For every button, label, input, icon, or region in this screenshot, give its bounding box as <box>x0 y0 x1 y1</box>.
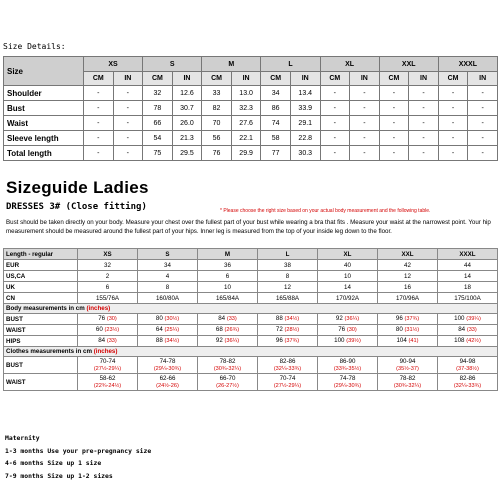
inch-value: (41) <box>408 338 419 344</box>
sizeguide-description: Bust should be taken directly on your body. Measure your chest over the fullest part of your bust while wearing a bra that fits . Measure your waist at the narrowest point. Your hip measurement should be measured around the fullest part of your hips. Inner leg is measured from the top of your inside leg down to the floor. <box>6 219 491 235</box>
unit-header-cell: CM <box>379 72 409 86</box>
cm-value: 84 <box>458 326 466 333</box>
measure-cell <box>78 357 138 374</box>
table-cell: - <box>113 146 143 161</box>
cm-value: 82-86 <box>279 357 296 365</box>
cm-value: 74-78 <box>159 357 176 365</box>
table-cell: 26.0 <box>172 116 202 131</box>
inch-value: (22¾-24½) <box>93 382 122 389</box>
table-cell: 18 <box>438 282 498 293</box>
row-label: CN <box>4 293 78 304</box>
table-cell: - <box>350 131 380 146</box>
table-cell: - <box>320 86 350 101</box>
table-cell: - <box>350 86 380 101</box>
body-section-row <box>4 304 498 314</box>
sizeguide-subtitle: DRESSES 3# (Close fitting) <box>6 202 147 212</box>
table-cell: 12.6 <box>172 86 202 101</box>
measure-cell <box>78 314 138 325</box>
cm-value: 80 <box>155 315 163 322</box>
unit-header-cell: IN <box>409 72 439 86</box>
table-cell: - <box>468 116 498 131</box>
table-cell: 82 <box>202 101 232 116</box>
inch-value: (36¼) <box>224 338 240 344</box>
table-cell: 36 <box>198 260 258 271</box>
measure-cell <box>438 357 498 374</box>
table-cell: - <box>320 146 350 161</box>
inch-value: (32¼-33¾) <box>453 382 482 389</box>
table-row <box>4 374 498 391</box>
sizeguide-title: Sizeguide Ladies <box>6 178 149 197</box>
table-cell: - <box>84 116 114 131</box>
table-row <box>4 271 498 282</box>
table-cell: - <box>438 116 468 131</box>
body-section-row-cell <box>4 304 498 314</box>
cm-value: 64 <box>155 326 163 333</box>
inch-value: (33¾-35½) <box>333 365 362 372</box>
measure-cell <box>198 336 258 347</box>
inch-value: (35½-37) <box>396 365 419 372</box>
measure-cell <box>438 325 498 336</box>
inch-value: (39¼) <box>466 316 481 322</box>
table-cell: - <box>468 86 498 101</box>
size-header-cell: L <box>258 249 318 260</box>
cm-value: 88 <box>155 337 163 344</box>
inch-value: (39½) <box>346 338 361 344</box>
table-cell: - <box>350 116 380 131</box>
table-cell: - <box>438 86 468 101</box>
size-header-row <box>4 249 498 260</box>
table-row <box>4 260 498 271</box>
unit-header-cell: CM <box>261 72 291 86</box>
table-cell: - <box>409 101 439 116</box>
table-cell: 6 <box>198 271 258 282</box>
inch-value: (30) <box>346 327 357 333</box>
table-cell: 33 <box>202 86 232 101</box>
table-cell: 170/92A <box>318 293 378 304</box>
inch-value: (37¾) <box>404 316 420 322</box>
table-cell: 29.1 <box>290 116 320 131</box>
table-row <box>4 131 498 146</box>
row-label: Shoulder <box>4 86 84 101</box>
row-label: Sleeve length <box>4 131 84 146</box>
table-cell: 29.9 <box>231 146 261 161</box>
table-cell: 170/96A <box>378 293 438 304</box>
sizeguide-note: * Please choose the right size based on your actual body measurement and the following table. <box>220 208 431 214</box>
size-header-cell: XXL <box>378 249 438 260</box>
table-cell: 58 <box>261 131 291 146</box>
inch-value: (27½-29¼) <box>273 382 302 389</box>
inch-value: (34½) <box>164 338 180 344</box>
inch-value: (31½) <box>404 327 420 333</box>
table-cell: - <box>84 146 114 161</box>
table-row <box>4 336 498 347</box>
table-cell: 74 <box>261 116 291 131</box>
table-row <box>4 314 498 325</box>
size-header-cell: S <box>138 249 198 260</box>
size-col-xxl: XXL <box>379 57 438 72</box>
measure-cell <box>138 336 198 347</box>
table-cell: 16 <box>378 282 438 293</box>
measure-cell <box>78 336 138 347</box>
measure-cell <box>198 325 258 336</box>
measure-cell <box>198 374 258 391</box>
table-row <box>4 325 498 336</box>
maternity-line: 1-3 months Use your pre-pregnancy size <box>5 446 152 455</box>
size-details-body <box>4 86 498 161</box>
inch-value: (25¼) <box>164 327 180 333</box>
inch-value: (37¾) <box>284 338 300 344</box>
cm-value: 68 <box>215 326 223 333</box>
cm-value: 60 <box>95 326 103 333</box>
table-cell: 78 <box>143 101 173 116</box>
cm-value: 96 <box>395 315 403 322</box>
table-row <box>4 357 498 374</box>
table-cell: 165/88A <box>258 293 318 304</box>
size-header-row <box>4 57 498 72</box>
measure-cell <box>438 314 498 325</box>
table-row <box>4 116 498 131</box>
cm-value: 78-82 <box>399 374 416 382</box>
unit-header-cell: IN <box>113 72 143 86</box>
measure-cell <box>318 314 378 325</box>
cm-value: 88 <box>275 315 283 322</box>
sizeguide-table <box>3 248 498 391</box>
measure-cell <box>378 325 438 336</box>
table-cell: 27.6 <box>231 116 261 131</box>
table-cell: 14 <box>438 271 498 282</box>
cm-value: 62-66 <box>159 374 176 382</box>
sizeguide-table-body <box>4 249 498 391</box>
cm-value: 100 <box>334 337 345 344</box>
size-header-cell: Size <box>4 57 84 86</box>
cm-value: 70-74 <box>99 357 116 365</box>
row-label: HIPS <box>4 336 78 347</box>
table-cell: 4 <box>138 271 198 282</box>
measure-cell <box>378 336 438 347</box>
table-cell: - <box>438 101 468 116</box>
size-header-cell: M <box>198 249 258 260</box>
table-row <box>4 146 498 161</box>
row-label: Waist <box>4 116 84 131</box>
table-cell: 86 <box>261 101 291 116</box>
cm-value: 84 <box>98 337 106 344</box>
cm-value: 82-86 <box>459 374 476 382</box>
table-cell: - <box>84 131 114 146</box>
table-row <box>4 101 498 116</box>
table-cell: 38 <box>258 260 318 271</box>
measure-cell <box>258 374 318 391</box>
unit-header-cell: IN <box>231 72 261 86</box>
unit-header-cell: IN <box>350 72 380 86</box>
table-cell: 44 <box>438 260 498 271</box>
maternity-title: Maternity <box>5 434 40 442</box>
table-cell: 77 <box>261 146 291 161</box>
cm-value: 92 <box>215 337 223 344</box>
table-cell: - <box>438 131 468 146</box>
measure-cell <box>258 325 318 336</box>
size-details-table <box>3 56 498 161</box>
unit-header-cell: CM <box>84 72 114 86</box>
size-header-cell: XS <box>78 249 138 260</box>
measure-cell <box>138 357 198 374</box>
section-label: Clothes measurements in cm <box>6 348 92 355</box>
cm-value: 96 <box>275 337 283 344</box>
table-cell: 40 <box>318 260 378 271</box>
inch-value: (37-38½) <box>456 365 479 372</box>
table-cell: - <box>350 146 380 161</box>
table-cell: 10 <box>318 271 378 282</box>
inch-value: (33) <box>226 316 237 322</box>
table-cell: - <box>320 116 350 131</box>
table-cell: - <box>379 146 409 161</box>
table-cell: - <box>379 116 409 131</box>
table-cell: - <box>320 131 350 146</box>
cm-value: 58-62 <box>99 374 116 382</box>
table-cell: 10 <box>198 282 258 293</box>
cm-value: 70-74 <box>279 374 296 382</box>
size-col-m: M <box>202 57 261 72</box>
unit-header-cell: CM <box>202 72 232 86</box>
table-cell: 30.3 <box>290 146 320 161</box>
inch-value: (26¾) <box>224 327 240 333</box>
cm-value: 104 <box>396 337 407 344</box>
table-cell: 34 <box>261 86 291 101</box>
measure-cell <box>198 314 258 325</box>
row-label: BUST <box>4 357 78 374</box>
inch-value: (32¼-33¾) <box>273 365 302 372</box>
table-cell: - <box>350 101 380 116</box>
measure-cell <box>258 336 318 347</box>
cm-value: 74-78 <box>339 374 356 382</box>
inch-value: (30¾-32¼) <box>393 382 422 389</box>
inch-value: (34½) <box>284 316 300 322</box>
table-cell: 165/84A <box>198 293 258 304</box>
cm-value: 72 <box>275 326 283 333</box>
size-col-xs: XS <box>84 57 143 72</box>
table-cell: 42 <box>378 260 438 271</box>
size-col-xl: XL <box>320 57 379 72</box>
measure-cell <box>318 325 378 336</box>
measure-cell <box>78 374 138 391</box>
table-cell: - <box>379 86 409 101</box>
table-cell: - <box>113 101 143 116</box>
table-cell: 66 <box>143 116 173 131</box>
table-cell: 70 <box>202 116 232 131</box>
cm-value: 76 <box>98 315 106 322</box>
size-details-label: Size Details: <box>3 42 66 51</box>
size-header-cell: XL <box>318 249 378 260</box>
table-cell: - <box>113 131 143 146</box>
measure-cell <box>318 374 378 391</box>
table-cell: - <box>84 101 114 116</box>
inch-value: (26-27½) <box>216 382 239 389</box>
inch-value: (30¾-32¼) <box>213 365 242 372</box>
table-cell: - <box>409 131 439 146</box>
table-cell: 22.8 <box>290 131 320 146</box>
size-col-s: S <box>143 57 202 72</box>
table-cell: 56 <box>202 131 232 146</box>
table-cell: 8 <box>138 282 198 293</box>
table-cell: 75 <box>143 146 173 161</box>
table-cell: 32.3 <box>231 101 261 116</box>
measure-cell <box>258 314 318 325</box>
section-label: Body measurements in cm <box>6 305 85 312</box>
length-header: Length - regular <box>4 249 78 260</box>
measure-cell <box>138 314 198 325</box>
row-label: Total length <box>4 146 84 161</box>
table-cell: - <box>438 146 468 161</box>
measure-cell <box>138 325 198 336</box>
inch-value: (36¼) <box>344 316 360 322</box>
table-cell: 12 <box>378 271 438 282</box>
measure-cell <box>138 374 198 391</box>
unit-header-cell: IN <box>290 72 320 86</box>
cm-value: 86-90 <box>339 357 356 365</box>
cm-value: 84 <box>218 315 226 322</box>
cm-value: 66-70 <box>219 374 236 382</box>
measure-cell <box>378 357 438 374</box>
row-label: WAIST <box>4 325 78 336</box>
cm-value: 100 <box>454 315 465 322</box>
cm-value: 92 <box>335 315 343 322</box>
cm-value: 78-82 <box>219 357 236 365</box>
unit-header-cell: IN <box>172 72 202 86</box>
size-header-cell: XXXL <box>438 249 498 260</box>
inch-value: (33) <box>106 338 117 344</box>
inch-value: (29¼-30¾) <box>333 382 362 389</box>
unit-header-cell: CM <box>143 72 173 86</box>
row-label: WAIST <box>4 374 78 391</box>
unit-header-cell: CM <box>438 72 468 86</box>
table-row <box>4 86 498 101</box>
measure-cell <box>378 374 438 391</box>
inch-value: (30) <box>106 316 117 322</box>
section-unit: (inches) <box>93 348 118 355</box>
unit-header-cell: CM <box>320 72 350 86</box>
inch-value: (23½) <box>104 327 120 333</box>
table-cell: 160/80A <box>138 293 198 304</box>
table-cell: - <box>379 101 409 116</box>
table-cell: 54 <box>143 131 173 146</box>
row-label: Bust <box>4 101 84 116</box>
maternity-line: 7-9 months Size up 1-2 sizes <box>5 471 113 480</box>
clothes-section-row-cell <box>4 347 498 357</box>
table-cell: 13.0 <box>231 86 261 101</box>
measure-cell <box>438 336 498 347</box>
table-cell: 33.9 <box>290 101 320 116</box>
inch-value: (29¼-30¾) <box>153 365 182 372</box>
maternity-line: 4-6 months Size up 1 size <box>5 459 102 467</box>
measure-cell <box>378 314 438 325</box>
cm-value: 90-94 <box>399 357 416 365</box>
table-row <box>4 282 498 293</box>
unit-header-cell: IN <box>468 72 498 86</box>
clothes-section-row <box>4 347 498 357</box>
inch-value: (33) <box>466 327 477 333</box>
measure-cell <box>78 325 138 336</box>
table-cell: - <box>84 86 114 101</box>
table-cell: - <box>468 101 498 116</box>
row-label: US,CA <box>4 271 78 282</box>
inch-value: (30½) <box>164 316 180 322</box>
row-label: UK <box>4 282 78 293</box>
table-cell: 12 <box>258 282 318 293</box>
table-cell: 6 <box>78 282 138 293</box>
table-cell: 29.5 <box>172 146 202 161</box>
table-cell: 32 <box>143 86 173 101</box>
size-col-l: L <box>261 57 320 72</box>
table-cell: 30.7 <box>172 101 202 116</box>
inch-value: (27½-29¼) <box>93 365 122 372</box>
table-cell: 22.1 <box>231 131 261 146</box>
section-unit: (inches) <box>86 305 111 312</box>
table-cell: - <box>409 146 439 161</box>
cm-value: 94-98 <box>459 357 476 365</box>
table-cell: - <box>113 86 143 101</box>
table-cell: 76 <box>202 146 232 161</box>
table-cell: - <box>320 101 350 116</box>
measure-cell <box>438 374 498 391</box>
table-cell: - <box>468 131 498 146</box>
table-cell: 8 <box>258 271 318 282</box>
row-label: EUR <box>4 260 78 271</box>
table-row <box>4 293 498 304</box>
table-cell: 21.3 <box>172 131 202 146</box>
inch-value: (42½) <box>466 338 481 344</box>
maternity-section <box>5 432 151 482</box>
table-cell: - <box>409 86 439 101</box>
table-cell: - <box>379 131 409 146</box>
cm-value: 108 <box>454 337 465 344</box>
cm-value: 80 <box>395 326 403 333</box>
table-cell: 175/100A <box>438 293 498 304</box>
table-cell: - <box>409 116 439 131</box>
measure-cell <box>318 336 378 347</box>
table-cell: 2 <box>78 271 138 282</box>
table-cell: 34 <box>138 260 198 271</box>
table-cell: - <box>468 146 498 161</box>
inch-value: (24½-26) <box>156 382 179 389</box>
table-cell: 155/76A <box>78 293 138 304</box>
inch-value: (28½) <box>284 327 300 333</box>
table-cell: 13.4 <box>290 86 320 101</box>
measure-cell <box>198 357 258 374</box>
measure-cell <box>258 357 318 374</box>
row-label: BUST <box>4 314 78 325</box>
table-cell: 14 <box>318 282 378 293</box>
size-col-xxxl: XXXL <box>438 57 497 72</box>
measure-cell <box>318 357 378 374</box>
table-cell: 32 <box>78 260 138 271</box>
cm-value: 76 <box>338 326 346 333</box>
table-cell: - <box>113 116 143 131</box>
